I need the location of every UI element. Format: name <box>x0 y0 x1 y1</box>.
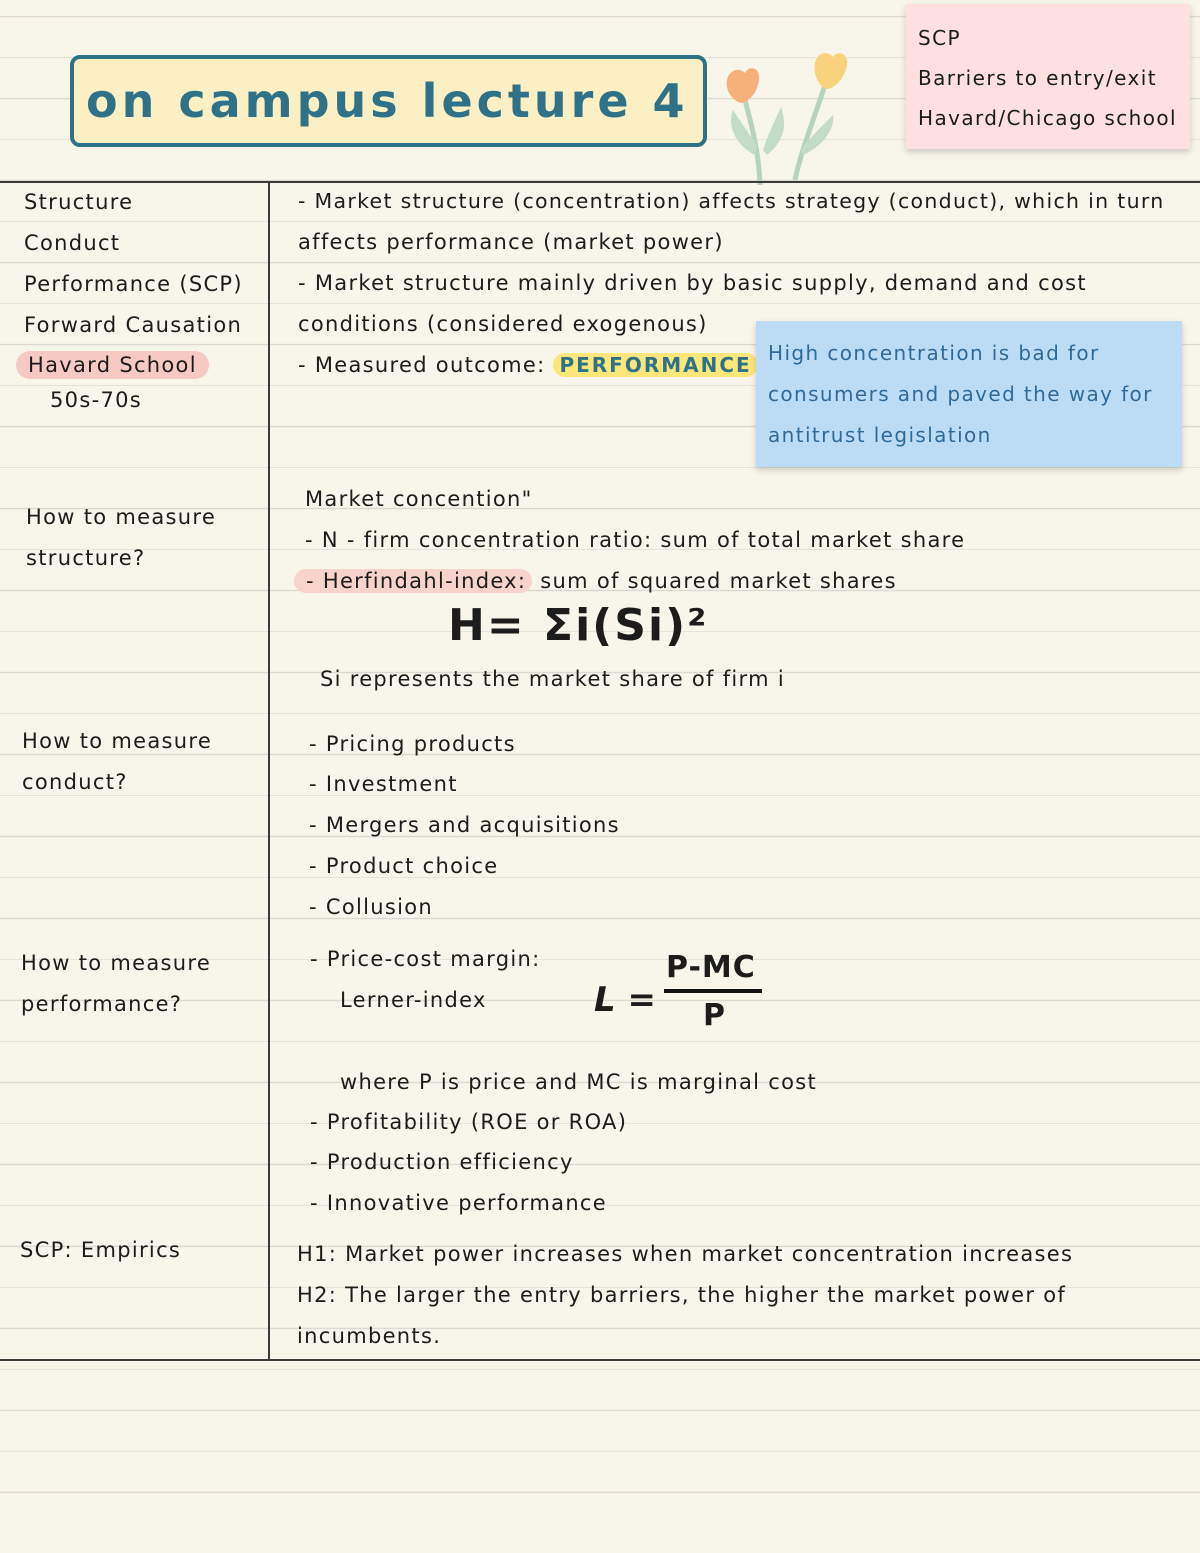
structure-item <box>294 567 897 595</box>
blue-callout-note <box>756 321 1182 467</box>
lerner-denominator: P <box>703 998 725 1033</box>
structure-heading: Market concention" <box>305 487 533 511</box>
performance-label: performance? <box>21 992 183 1016</box>
note-line: consumers and paved the way for <box>768 382 1153 406</box>
performance-item: Lerner-index <box>340 988 487 1012</box>
lerner-numerator: P-MC <box>666 950 756 985</box>
sticky-line: Havard/Chicago school <box>918 106 1177 130</box>
herfindahl-highlight: - Herfindahl-index: <box>294 569 532 593</box>
conduct-item: - Mergers and acquisitions <box>309 813 620 837</box>
sticky-line: SCP <box>918 26 961 50</box>
hypothesis-line: incumbents. <box>297 1324 442 1348</box>
fraction-bar <box>664 989 762 993</box>
scp-label: Forward Causation <box>24 313 243 337</box>
havard-school-highlight: Havard School <box>16 351 209 379</box>
table-top-border <box>0 181 1200 183</box>
scp-label: Structure <box>24 190 134 214</box>
tulip-illustration <box>715 45 865 185</box>
structure-label: structure? <box>26 546 146 570</box>
scp-line: - Market structure (concentration) affects strategy (conduct), which in turn <box>298 189 1165 213</box>
sticky-line: Barriers to entry/exit <box>918 66 1157 90</box>
performance-item: - Price-cost margin: <box>310 947 541 971</box>
herfindahl-formula: H= Σi(Si)² <box>448 600 709 651</box>
scp-line: - Market structure mainly driven by basic supply, demand and cost <box>298 271 1087 295</box>
scp-line: conditions (considered exogenous) <box>298 312 708 336</box>
conduct-item: - Investment <box>309 772 458 796</box>
performance-highlight: PERFORMANCE <box>553 353 757 377</box>
conduct-item: - Product choice <box>309 854 499 878</box>
lerner-where: where P is price and MC is marginal cost <box>340 1070 818 1094</box>
performance-item: - Innovative performance <box>310 1191 607 1215</box>
conduct-label: How to measure <box>22 729 213 753</box>
scp-label: Conduct <box>24 231 121 255</box>
formula-note: Si represents the market share of firm i <box>320 667 785 691</box>
page-title: on campus lecture 4 <box>86 74 689 128</box>
topic-sticky-note <box>906 4 1190 149</box>
structure-label: How to measure <box>26 505 217 529</box>
structure-item: - N - firm concentration ratio: sum of total market share <box>305 528 966 552</box>
scp-era: 50s-70s <box>50 388 143 412</box>
conduct-item: - Pricing products <box>309 732 516 756</box>
note-line: antitrust legislation <box>768 423 992 447</box>
lerner-formula-lhs: L = <box>594 980 656 1020</box>
title-banner <box>70 55 707 147</box>
measured-outcome-label: - Measured outcome: <box>298 353 546 377</box>
conduct-item: - Collusion <box>309 895 433 919</box>
performance-label: How to measure <box>21 951 212 975</box>
conduct-label: conduct? <box>22 770 128 794</box>
performance-item: - Production efficiency <box>310 1150 574 1174</box>
scp-line <box>298 351 758 379</box>
column-divider <box>268 181 270 1361</box>
herfindahl-desc: sum of squared market shares <box>540 569 897 593</box>
table-bottom-border <box>0 1359 1200 1361</box>
hypothesis-line: H1: Market power increases when market concentration increases <box>297 1242 1074 1266</box>
scp-line: affects performance (market power) <box>298 230 724 254</box>
scp-label: Performance (SCP) <box>24 272 243 296</box>
hypothesis-line: H2: The larger the entry barriers, the higher the market power of <box>297 1283 1067 1307</box>
note-line: High concentration is bad for <box>768 341 1100 365</box>
empirics-label: SCP: Empirics <box>20 1238 182 1262</box>
performance-item: - Profitability (ROE or ROA) <box>310 1110 628 1134</box>
